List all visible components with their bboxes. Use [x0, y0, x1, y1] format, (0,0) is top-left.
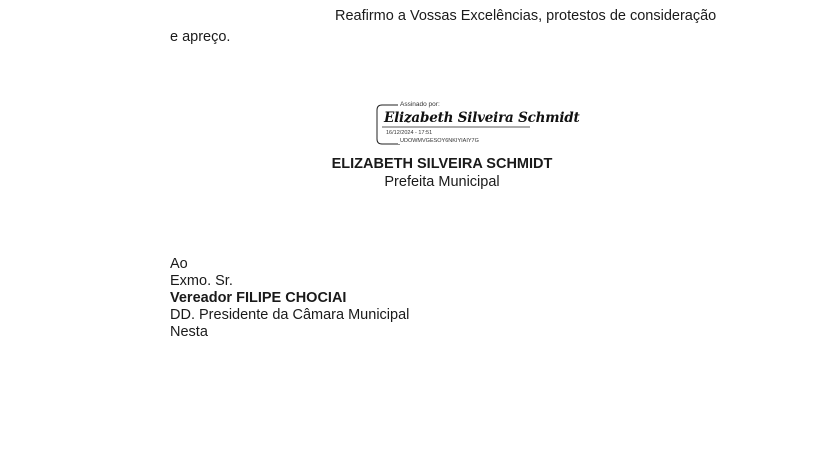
- recipient-line-title: Exmo. Sr.: [170, 273, 233, 289]
- recipient-name: Vereador FILIPE CHOCIAI: [170, 290, 347, 306]
- signer-role: Prefeita Municipal: [384, 174, 500, 190]
- stamp-header: Assinado por:: [400, 101, 440, 108]
- stamp-signature: Elizabeth Silveira Schmidt: [384, 110, 580, 126]
- closing-line-1: Reafirmo a Vossas Excelências, protestos de consideração: [335, 8, 717, 24]
- signature-stamp: [374, 101, 580, 148]
- closing-line-2: e apreço.: [170, 29, 231, 45]
- recipient-line-ao: Ao: [170, 256, 188, 272]
- stamp-code: UDOWMVGESOY6NKIYIAIY7G: [400, 138, 479, 144]
- recipient-location: Nesta: [170, 324, 208, 340]
- recipient-position: DD. Presidente da Câmara Municipal: [170, 307, 410, 323]
- signer-name: ELIZABETH SILVEIRA SCHMIDT: [331, 156, 553, 172]
- stamp-datetime: 16/12/2024 - 17:51: [386, 130, 433, 136]
- recipient-address: [170, 256, 409, 341]
